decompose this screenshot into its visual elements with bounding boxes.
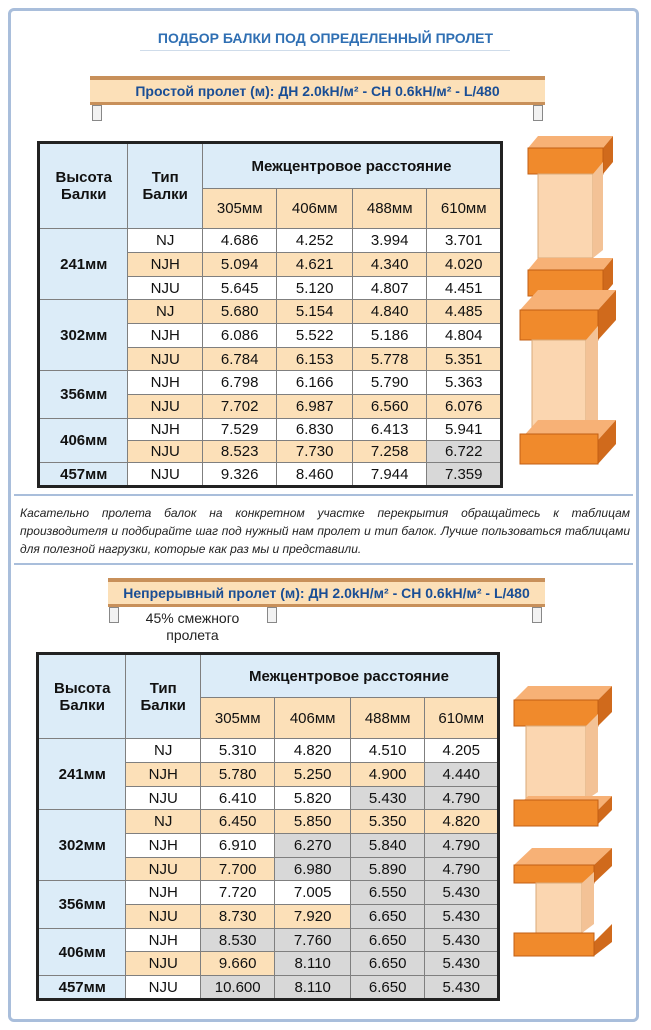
i-joist-large-2 <box>514 848 612 956</box>
separator-top <box>14 494 633 496</box>
value-cell: 3.994 <box>352 229 427 253</box>
value-cell: 6.413 <box>352 419 427 441</box>
type-cell: NJU <box>128 441 203 463</box>
value-cell: 6.650 <box>350 905 425 929</box>
value-cell: 6.450 <box>200 810 275 834</box>
value-cell: 4.790 <box>425 858 499 881</box>
value-cell: 4.205 <box>425 739 499 763</box>
value-cell: 6.830 <box>277 419 352 441</box>
continuous-span-banner-text: Непрерывный пролет (м): ДН 2.0kH/м² - СН 0.6kH/м² - L/480 <box>123 585 530 601</box>
type-cell: NJU <box>126 905 200 929</box>
value-cell: 4.790 <box>425 834 499 858</box>
value-cell: 4.840 <box>352 300 427 324</box>
value-cell: 6.560 <box>352 395 427 419</box>
spacing-610-2: 610мм <box>425 698 499 739</box>
table-row <box>39 419 502 441</box>
type-cell: NJU <box>126 787 200 810</box>
value-cell: 6.650 <box>350 952 425 976</box>
simple-span-banner-text: Простой пролет (м): ДН 2.0kH/м² - СН 0.6kH/м² - L/480 <box>135 83 500 99</box>
type-cell: NJU <box>128 395 203 419</box>
height-cell: 406мм <box>38 929 126 976</box>
table-row <box>38 739 499 763</box>
type-cell: NJU <box>128 348 203 371</box>
type-cell: NJU <box>126 952 200 976</box>
value-cell: 8.523 <box>202 441 277 463</box>
value-cell: 5.430 <box>425 881 499 905</box>
value-cell: 5.351 <box>427 348 502 371</box>
value-cell: 6.550 <box>350 881 425 905</box>
value-cell: 4.440 <box>425 763 499 787</box>
value-cell: 4.020 <box>427 253 502 277</box>
spacing-488: 488мм <box>352 189 427 229</box>
value-cell: 7.258 <box>352 441 427 463</box>
value-cell: 7.529 <box>202 419 277 441</box>
type-cell: NJH <box>128 253 203 277</box>
value-cell: 5.430 <box>350 787 425 810</box>
spacing-305: 305мм <box>202 189 277 229</box>
type-cell: NJH <box>128 324 203 348</box>
spacing-305-2: 305мм <box>200 698 275 739</box>
continuous-span-banner <box>108 578 545 607</box>
value-cell: 3.701 <box>427 229 502 253</box>
value-cell: 8.730 <box>200 905 275 929</box>
value-cell: 4.485 <box>427 300 502 324</box>
value-cell: 8.460 <box>277 463 352 487</box>
value-cell: 5.790 <box>352 371 427 395</box>
header-height: Высота Балки <box>39 143 128 229</box>
height-cell: 302мм <box>39 300 128 371</box>
value-cell: 4.804 <box>427 324 502 348</box>
header-type: Тип Балки <box>128 143 203 229</box>
value-cell: 7.944 <box>352 463 427 487</box>
value-cell: 5.780 <box>200 763 275 787</box>
value-cell: 5.430 <box>425 952 499 976</box>
value-cell: 7.760 <box>275 929 350 952</box>
value-cell: 5.890 <box>350 858 425 881</box>
value-cell: 5.120 <box>277 277 352 300</box>
height-cell: 241мм <box>38 739 126 810</box>
value-cell: 5.840 <box>350 834 425 858</box>
i-joist-illustration-2 <box>508 680 623 960</box>
type-cell: NJH <box>126 834 200 858</box>
table-row <box>39 229 502 253</box>
support-right <box>533 105 543 121</box>
type-cell: NJ <box>126 810 200 834</box>
value-cell: 6.722 <box>427 441 502 463</box>
note-text: Касательно пролета балок на конкретном участке перекрытия обращайтесь к таблицам производителя и подбирайте шаг под нужный нам пролет и тип балок. Лучше пользоваться таблицами для полезной нагрузки, которые как раз мы и представили. <box>20 506 630 556</box>
i-joist-illustration-1 <box>518 130 623 470</box>
value-cell: 5.094 <box>202 253 277 277</box>
value-cell: 6.650 <box>350 976 425 1000</box>
value-cell: 9.326 <box>202 463 277 487</box>
adjacent-span-note: 45% смежного пролета <box>145 610 240 643</box>
value-cell: 5.778 <box>352 348 427 371</box>
value-cell: 4.820 <box>425 810 499 834</box>
value-cell: 6.798 <box>202 371 277 395</box>
value-cell: 7.359 <box>427 463 502 487</box>
height-cell: 406мм <box>39 419 128 463</box>
header-spacing-2: Межцентровое расстояние <box>200 654 498 698</box>
table-row <box>39 371 502 395</box>
value-cell: 6.076 <box>427 395 502 419</box>
simple-span-table <box>37 141 503 488</box>
value-cell: 7.702 <box>202 395 277 419</box>
value-cell: 5.680 <box>202 300 277 324</box>
table-row <box>39 300 502 324</box>
value-cell: 5.310 <box>200 739 275 763</box>
value-cell: 4.820 <box>275 739 350 763</box>
value-cell: 5.430 <box>425 976 499 1000</box>
value-cell: 6.650 <box>350 929 425 952</box>
value-cell: 5.522 <box>277 324 352 348</box>
type-cell: NJ <box>126 739 200 763</box>
value-cell: 5.430 <box>425 905 499 929</box>
spacing-406-2: 406мм <box>275 698 350 739</box>
height-cell: 302мм <box>38 810 126 881</box>
i-joist-small-2 <box>514 686 612 826</box>
value-cell: 5.154 <box>277 300 352 324</box>
value-cell: 10.600 <box>200 976 275 1000</box>
value-cell: 4.451 <box>427 277 502 300</box>
height-cell: 457мм <box>39 463 128 487</box>
support-left-2 <box>109 607 119 623</box>
continuous-span-table <box>36 652 500 1001</box>
value-cell: 4.686 <box>202 229 277 253</box>
value-cell: 6.987 <box>277 395 352 419</box>
value-cell: 4.510 <box>350 739 425 763</box>
type-cell: NJ <box>128 229 203 253</box>
type-cell: NJ <box>128 300 203 324</box>
value-cell: 6.784 <box>202 348 277 371</box>
type-cell: NJH <box>126 929 200 952</box>
value-cell: 6.270 <box>275 834 350 858</box>
table-row <box>38 929 499 952</box>
value-cell: 7.700 <box>200 858 275 881</box>
header-height-2: Высота Балки <box>38 654 126 739</box>
value-cell: 6.166 <box>277 371 352 395</box>
value-cell: 5.645 <box>202 277 277 300</box>
value-cell: 5.820 <box>275 787 350 810</box>
value-cell: 7.005 <box>275 881 350 905</box>
type-cell: NJU <box>126 976 200 1000</box>
value-cell: 8.110 <box>275 952 350 976</box>
simple-span-banner <box>90 76 545 105</box>
table-row <box>39 463 502 487</box>
height-cell: 356мм <box>39 371 128 419</box>
value-cell: 9.660 <box>200 952 275 976</box>
table-row <box>38 976 499 1000</box>
type-cell: NJU <box>126 858 200 881</box>
header-spacing: Межцентровое расстояние <box>202 143 501 189</box>
type-cell: NJH <box>126 763 200 787</box>
value-cell: 5.250 <box>275 763 350 787</box>
value-cell: 5.350 <box>350 810 425 834</box>
value-cell: 4.790 <box>425 787 499 810</box>
i-joist-small-1 <box>528 136 613 296</box>
type-cell: NJH <box>126 881 200 905</box>
value-cell: 6.910 <box>200 834 275 858</box>
type-cell: NJH <box>128 371 203 395</box>
height-cell: 356мм <box>38 881 126 929</box>
height-cell: 457мм <box>38 976 126 1000</box>
support-right-2 <box>532 607 542 623</box>
value-cell: 5.186 <box>352 324 427 348</box>
title-underline <box>140 50 510 51</box>
value-cell: 5.363 <box>427 371 502 395</box>
value-cell: 4.807 <box>352 277 427 300</box>
value-cell: 5.850 <box>275 810 350 834</box>
type-cell: NJU <box>128 463 203 487</box>
value-cell: 8.530 <box>200 929 275 952</box>
table-row <box>38 881 499 905</box>
value-cell: 6.086 <box>202 324 277 348</box>
value-cell: 8.110 <box>275 976 350 1000</box>
header-type-2: Тип Балки <box>126 654 200 739</box>
i-joist-large-1 <box>520 290 616 464</box>
spacing-488-2: 488мм <box>350 698 425 739</box>
value-cell: 6.153 <box>277 348 352 371</box>
separator-bottom <box>14 563 633 565</box>
support-middle-2 <box>267 607 277 623</box>
value-cell: 4.340 <box>352 253 427 277</box>
value-cell: 6.980 <box>275 858 350 881</box>
value-cell: 7.920 <box>275 905 350 929</box>
value-cell: 4.900 <box>350 763 425 787</box>
value-cell: 6.410 <box>200 787 275 810</box>
value-cell: 7.720 <box>200 881 275 905</box>
type-cell: NJH <box>128 419 203 441</box>
value-cell: 5.941 <box>427 419 502 441</box>
page-title: ПОДБОР БАЛКИ ПОД ОПРЕДЕЛЕННЫЙ ПРОЛЕТ <box>157 30 494 46</box>
value-cell: 4.621 <box>277 253 352 277</box>
type-cell: NJU <box>128 277 203 300</box>
value-cell: 4.252 <box>277 229 352 253</box>
value-cell: 7.730 <box>277 441 352 463</box>
spacing-610: 610мм <box>427 189 502 229</box>
table-row <box>38 810 499 834</box>
spacing-406: 406мм <box>277 189 352 229</box>
height-cell: 241мм <box>39 229 128 300</box>
value-cell: 5.430 <box>425 929 499 952</box>
support-left <box>92 105 102 121</box>
